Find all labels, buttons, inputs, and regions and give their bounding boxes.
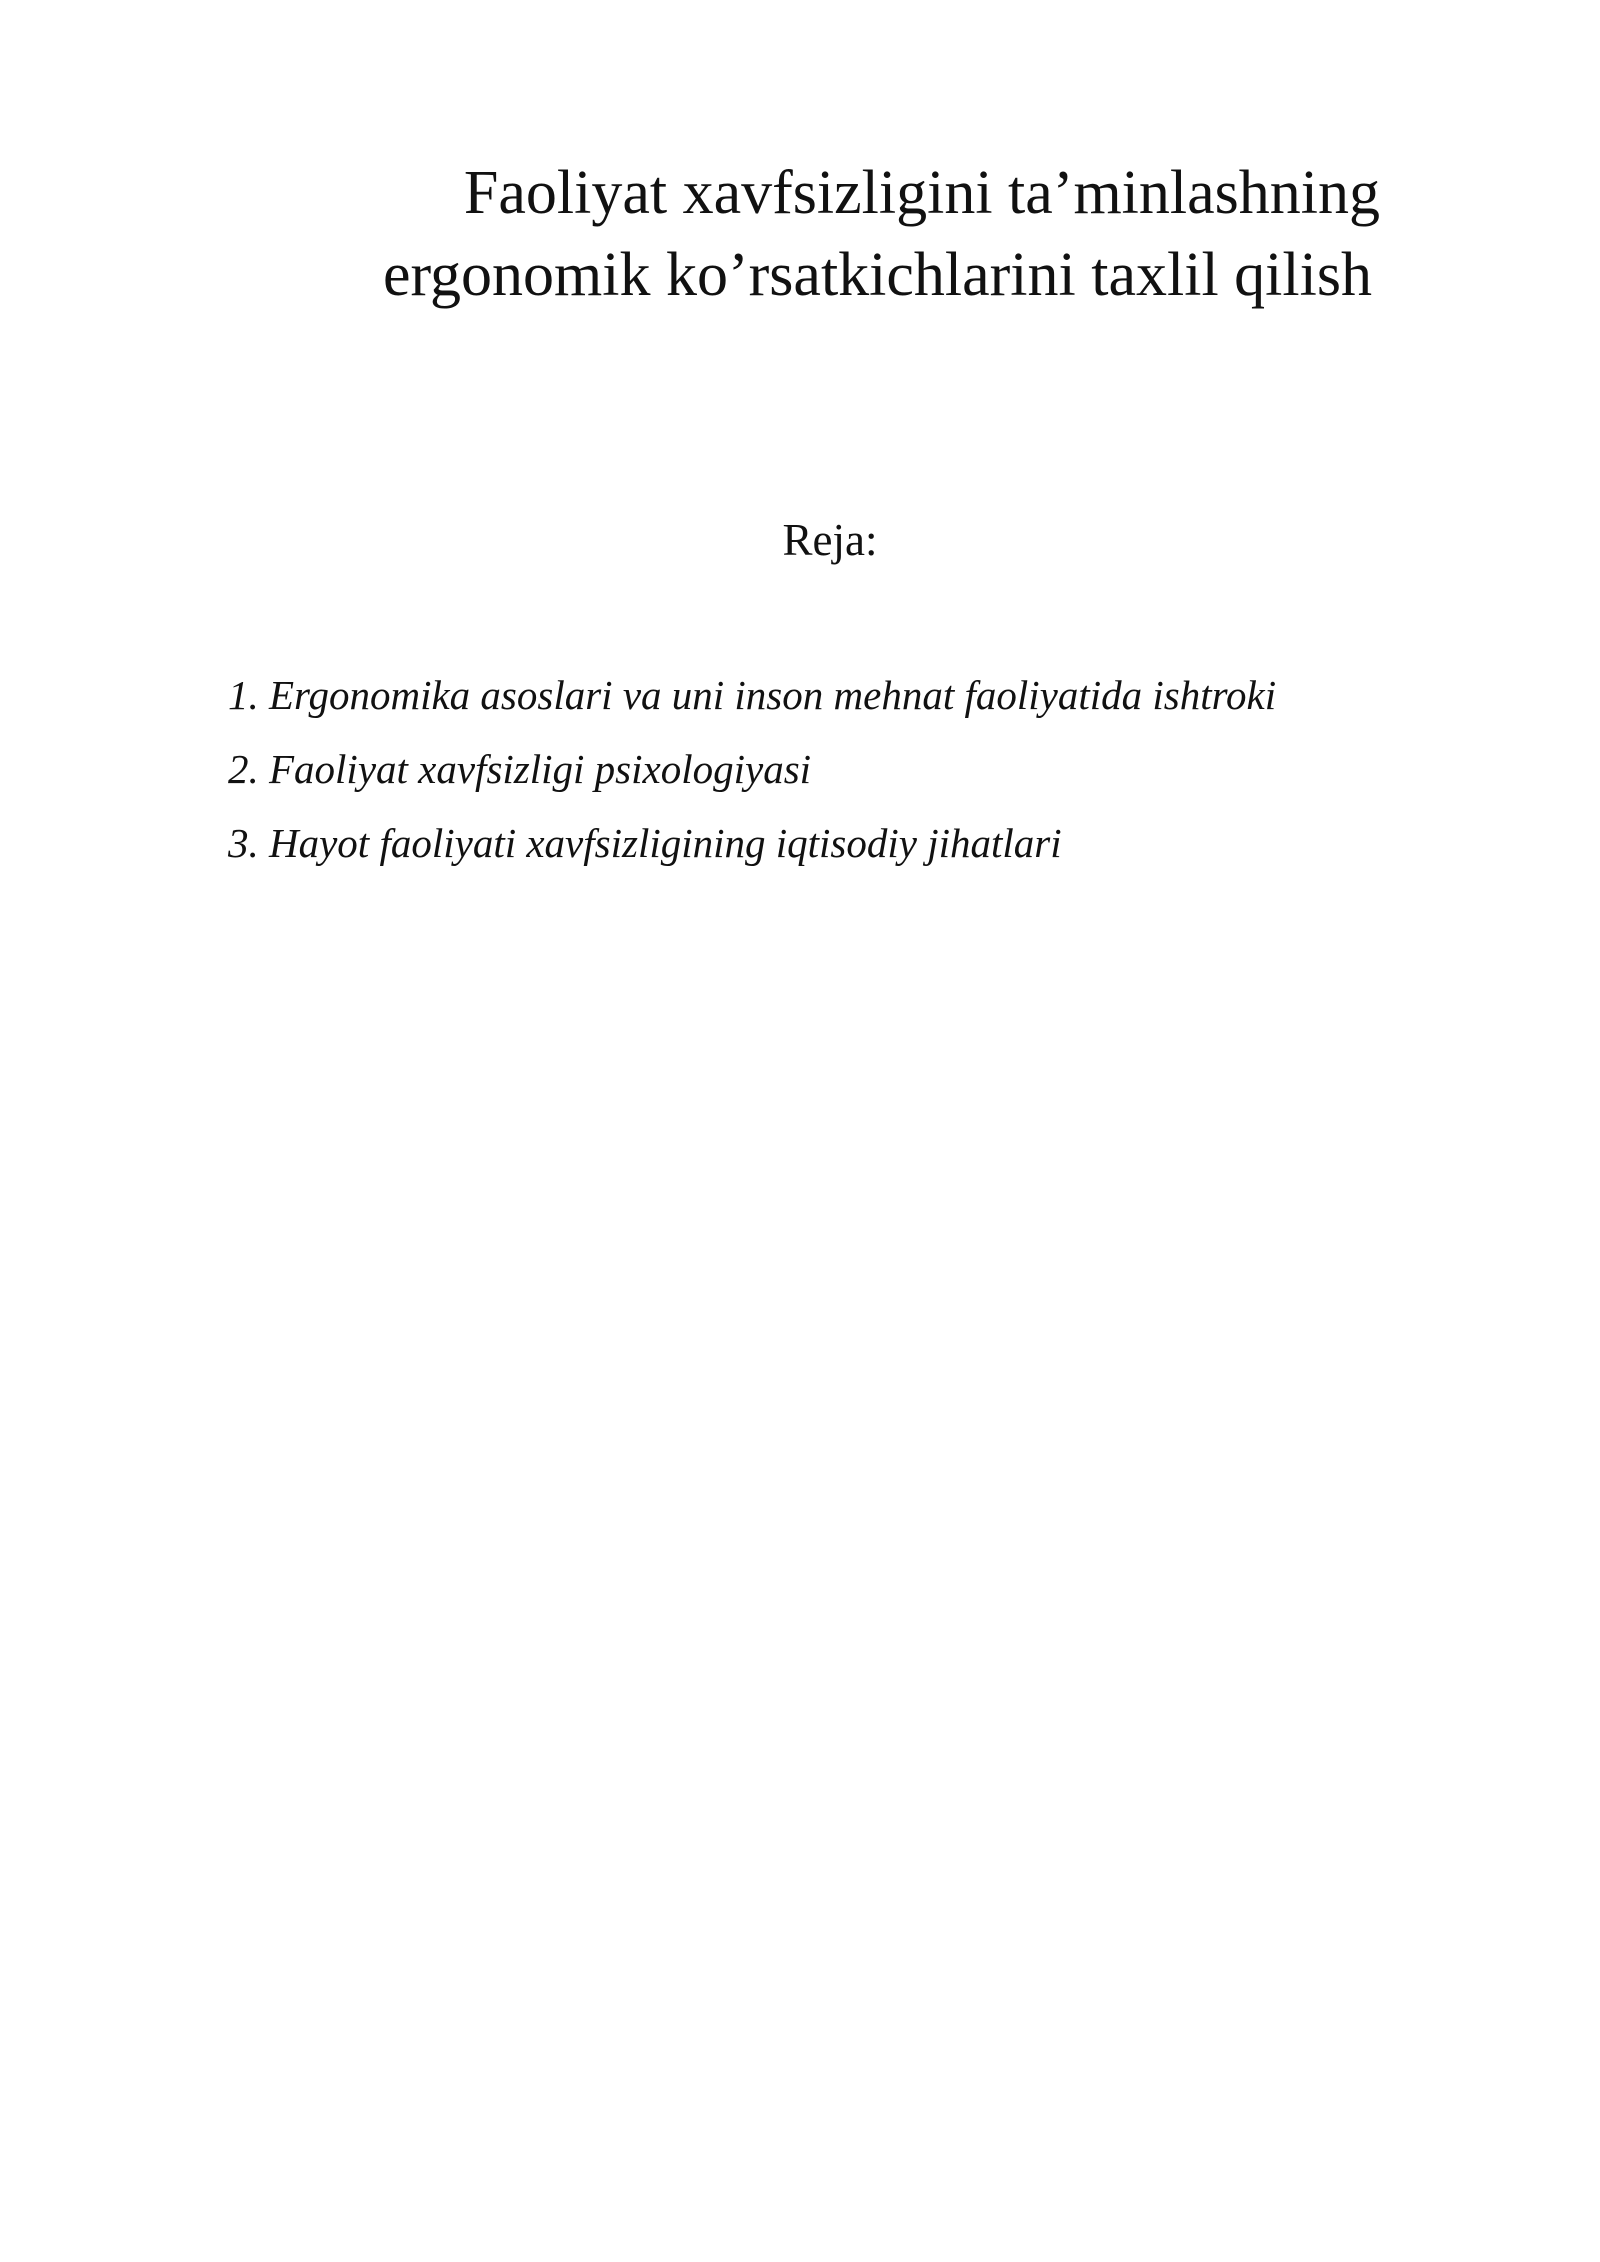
plan-list xyxy=(228,658,1276,880)
plan-item-3: 3. Hayot faoliyati xavfsizligining iqtisodiy jihatlari xyxy=(228,820,1062,866)
plan-item-1: 1. Ergonomika asoslari va uni inson mehnat faoliyatida ishtroki xyxy=(228,672,1277,718)
title-line-1: Faoliyat xavfsizligini ta’minlashning xyxy=(463,159,1380,227)
plan-item-2: 2. Faoliyat xavfsizligi psixologiyasi xyxy=(228,746,812,792)
plan-heading: Reja: xyxy=(782,515,878,565)
title-line-2: ergonomik ko’rsatkichlarini taxlil qilish xyxy=(383,241,1372,309)
document-title xyxy=(300,152,1380,316)
